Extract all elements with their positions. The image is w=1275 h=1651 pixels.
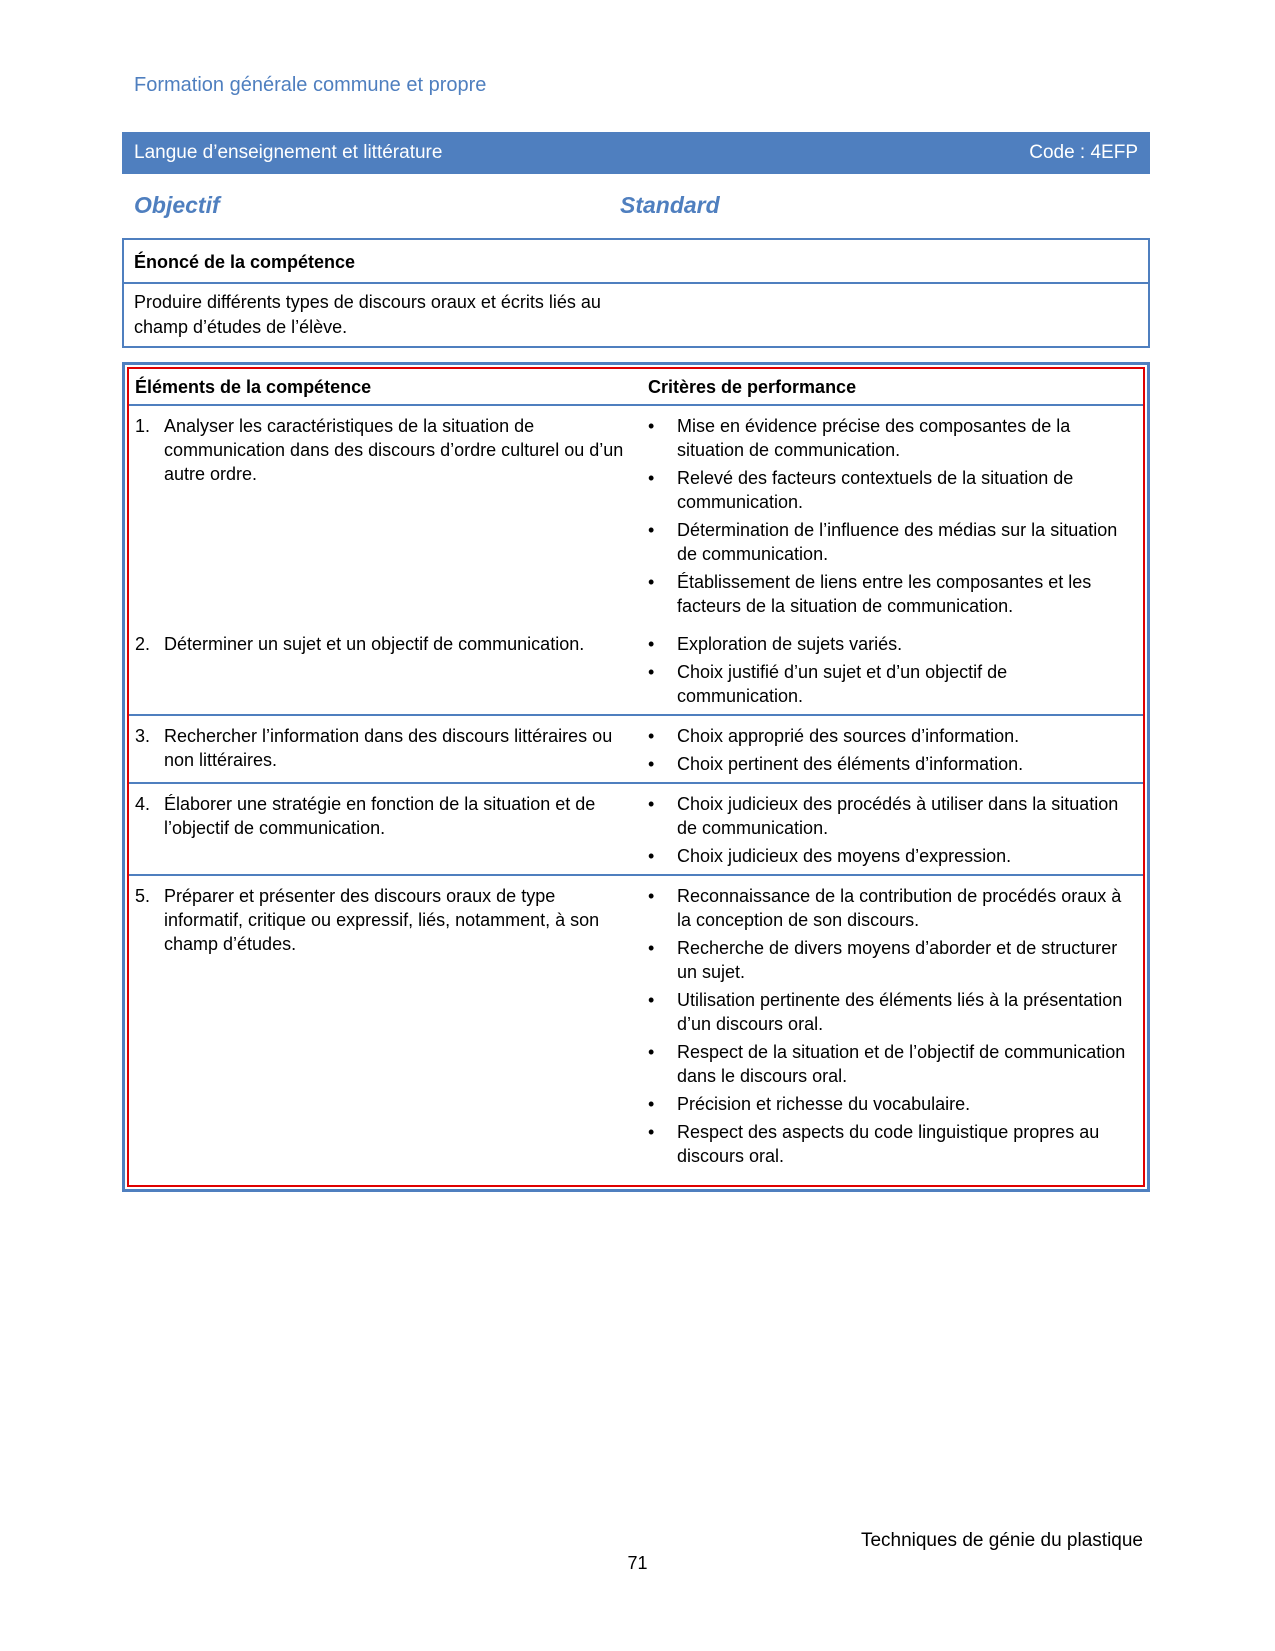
- table-row: [129, 715, 1143, 783]
- bullet-icon: •: [648, 416, 655, 436]
- element-number: 1.: [135, 416, 151, 436]
- list-item: [648, 1092, 1137, 1116]
- bullet-icon: •: [648, 794, 655, 814]
- criterion-text: Respect des aspects du code linguistique propres au discours oral.: [677, 1122, 1100, 1166]
- list-item: [648, 724, 1137, 748]
- criterion-text: Choix judicieux des moyens d’expression.: [677, 846, 1012, 866]
- enonce-text: Produire différents types de discours oraux et écrits liés au champ d’études de l’élève.: [134, 292, 601, 337]
- criteria-list: [648, 414, 1137, 618]
- criteria-list: [648, 884, 1137, 1168]
- element-item: [135, 414, 636, 486]
- element-number: 2.: [135, 634, 151, 654]
- objective-standard-row: [134, 192, 1134, 222]
- table-row: [129, 875, 1143, 1174]
- criterion-text: Choix pertinent des éléments d’information.: [677, 754, 1024, 774]
- criteria-cell: [642, 715, 1143, 783]
- bullet-icon: •: [648, 634, 655, 654]
- bullet-icon: •: [648, 1042, 655, 1062]
- header-criteria: Critères de performance: [642, 369, 1143, 405]
- course-title: Langue d’enseignement et littérature: [134, 142, 443, 163]
- criterion-text: Choix approprié des sources d’information.: [677, 726, 1020, 746]
- element-text: Préparer et présenter des discours oraux de type informatif, critique ou expressif, liés, notamment, à son champ d’études.: [164, 886, 600, 954]
- footer-page-number: 71: [627, 1553, 648, 1573]
- element-cell: [129, 405, 642, 624]
- list-item: [648, 1040, 1137, 1088]
- criterion-text: Recherche de divers moyens d’aborder et de structurer un sujet.: [677, 938, 1118, 982]
- element-cell: [129, 715, 642, 783]
- list-item: [648, 884, 1137, 932]
- list-item: [648, 518, 1137, 566]
- list-item: [648, 570, 1137, 618]
- criteria-cell: [642, 624, 1143, 715]
- performance-table-inner: [127, 367, 1145, 1187]
- element-text: Analyser les caractéristiques de la situation de communication dans des discours d’ordre culturel ou d’un autre ordre.: [164, 416, 624, 484]
- criterion-text: Respect de la situation et de l’objectif de communication dans le discours oral.: [677, 1042, 1126, 1086]
- criterion-text: Choix judicieux des procédés à utiliser dans la situation de communication.: [677, 794, 1119, 838]
- element-number: 3.: [135, 726, 151, 746]
- enonce-box: [122, 238, 1150, 348]
- list-item: [648, 1120, 1137, 1168]
- element-cell: [129, 875, 642, 1174]
- table-row: [129, 624, 1143, 715]
- performance-table-body: [129, 405, 1143, 1174]
- bullet-icon: •: [648, 468, 655, 488]
- list-item: [648, 844, 1137, 868]
- criterion-text: Reconnaissance de la contribution de procédés oraux à la conception de son discours.: [677, 886, 1122, 930]
- standard-label: Standard: [620, 192, 720, 218]
- course-code: Code : 4EFP: [1029, 142, 1138, 163]
- bullet-icon: •: [648, 886, 655, 906]
- bullet-icon: •: [648, 726, 655, 746]
- performance-table-frame: [122, 362, 1150, 1192]
- element-item: [135, 632, 636, 656]
- list-item: [648, 792, 1137, 840]
- criteria-cell: [642, 783, 1143, 875]
- list-item: [648, 660, 1137, 708]
- criterion-text: Établissement de liens entre les composantes et les facteurs de la situation de communication.: [677, 572, 1092, 616]
- list-item: [648, 466, 1137, 514]
- criteria-cell: [642, 875, 1143, 1174]
- enonce-heading: Énoncé de la compétence: [124, 240, 1148, 284]
- table-row: [129, 783, 1143, 875]
- bullet-icon: •: [648, 1122, 655, 1142]
- element-cell: [129, 624, 642, 715]
- list-item: [648, 936, 1137, 984]
- criterion-text: Détermination de l’influence des médias sur la situation de communication.: [677, 520, 1118, 564]
- table-row: [129, 405, 1143, 624]
- element-text: Déterminer un sujet et un objectif de communication.: [164, 634, 585, 654]
- criterion-text: Choix justifié d’un sujet et d’un objectif de communication.: [677, 662, 1008, 706]
- criterion-text: Précision et richesse du vocabulaire.: [677, 1094, 971, 1114]
- criteria-list: [648, 724, 1137, 776]
- objectif-label: Objectif: [134, 192, 220, 218]
- criteria-cell: [642, 405, 1143, 624]
- list-item: [648, 988, 1137, 1036]
- list-item: [648, 752, 1137, 776]
- bullet-icon: •: [648, 1094, 655, 1114]
- footer-program: Techniques de génie du plastique: [860, 1530, 1143, 1551]
- element-number: 4.: [135, 794, 151, 814]
- element-item: [135, 792, 636, 840]
- criterion-text: Exploration de sujets variés.: [677, 634, 903, 654]
- bullet-icon: •: [648, 572, 655, 592]
- bullet-icon: •: [648, 846, 655, 866]
- element-item: [135, 724, 636, 772]
- criteria-list: [648, 632, 1137, 708]
- performance-table: [129, 369, 1143, 1174]
- element-item: [135, 884, 636, 956]
- element-text: Élaborer une stratégie en fonction de la situation et de l’objectif de communication.: [164, 794, 596, 838]
- header-elements: Éléments de la compétence: [129, 369, 642, 405]
- criterion-text: Relevé des facteurs contextuels de la situation de communication.: [677, 468, 1074, 512]
- course-title-bar: [122, 132, 1150, 174]
- criterion-text: Mise en évidence précise des composantes de la situation de communication.: [677, 416, 1071, 460]
- page-heading: Formation générale commune et propre: [134, 74, 487, 96]
- bullet-icon: •: [648, 520, 655, 540]
- bullet-icon: •: [648, 662, 655, 682]
- bullet-icon: •: [648, 754, 655, 774]
- bullet-icon: •: [648, 938, 655, 958]
- bullet-icon: •: [648, 990, 655, 1010]
- criterion-text: Utilisation pertinente des éléments liés à la présentation d’un discours oral.: [677, 990, 1123, 1034]
- list-item: [648, 632, 1137, 656]
- list-item: [648, 414, 1137, 462]
- element-cell: [129, 783, 642, 875]
- element-text: Rechercher l’information dans des discours littéraires ou non littéraires.: [164, 726, 613, 770]
- element-number: 5.: [135, 886, 151, 906]
- criteria-list: [648, 792, 1137, 868]
